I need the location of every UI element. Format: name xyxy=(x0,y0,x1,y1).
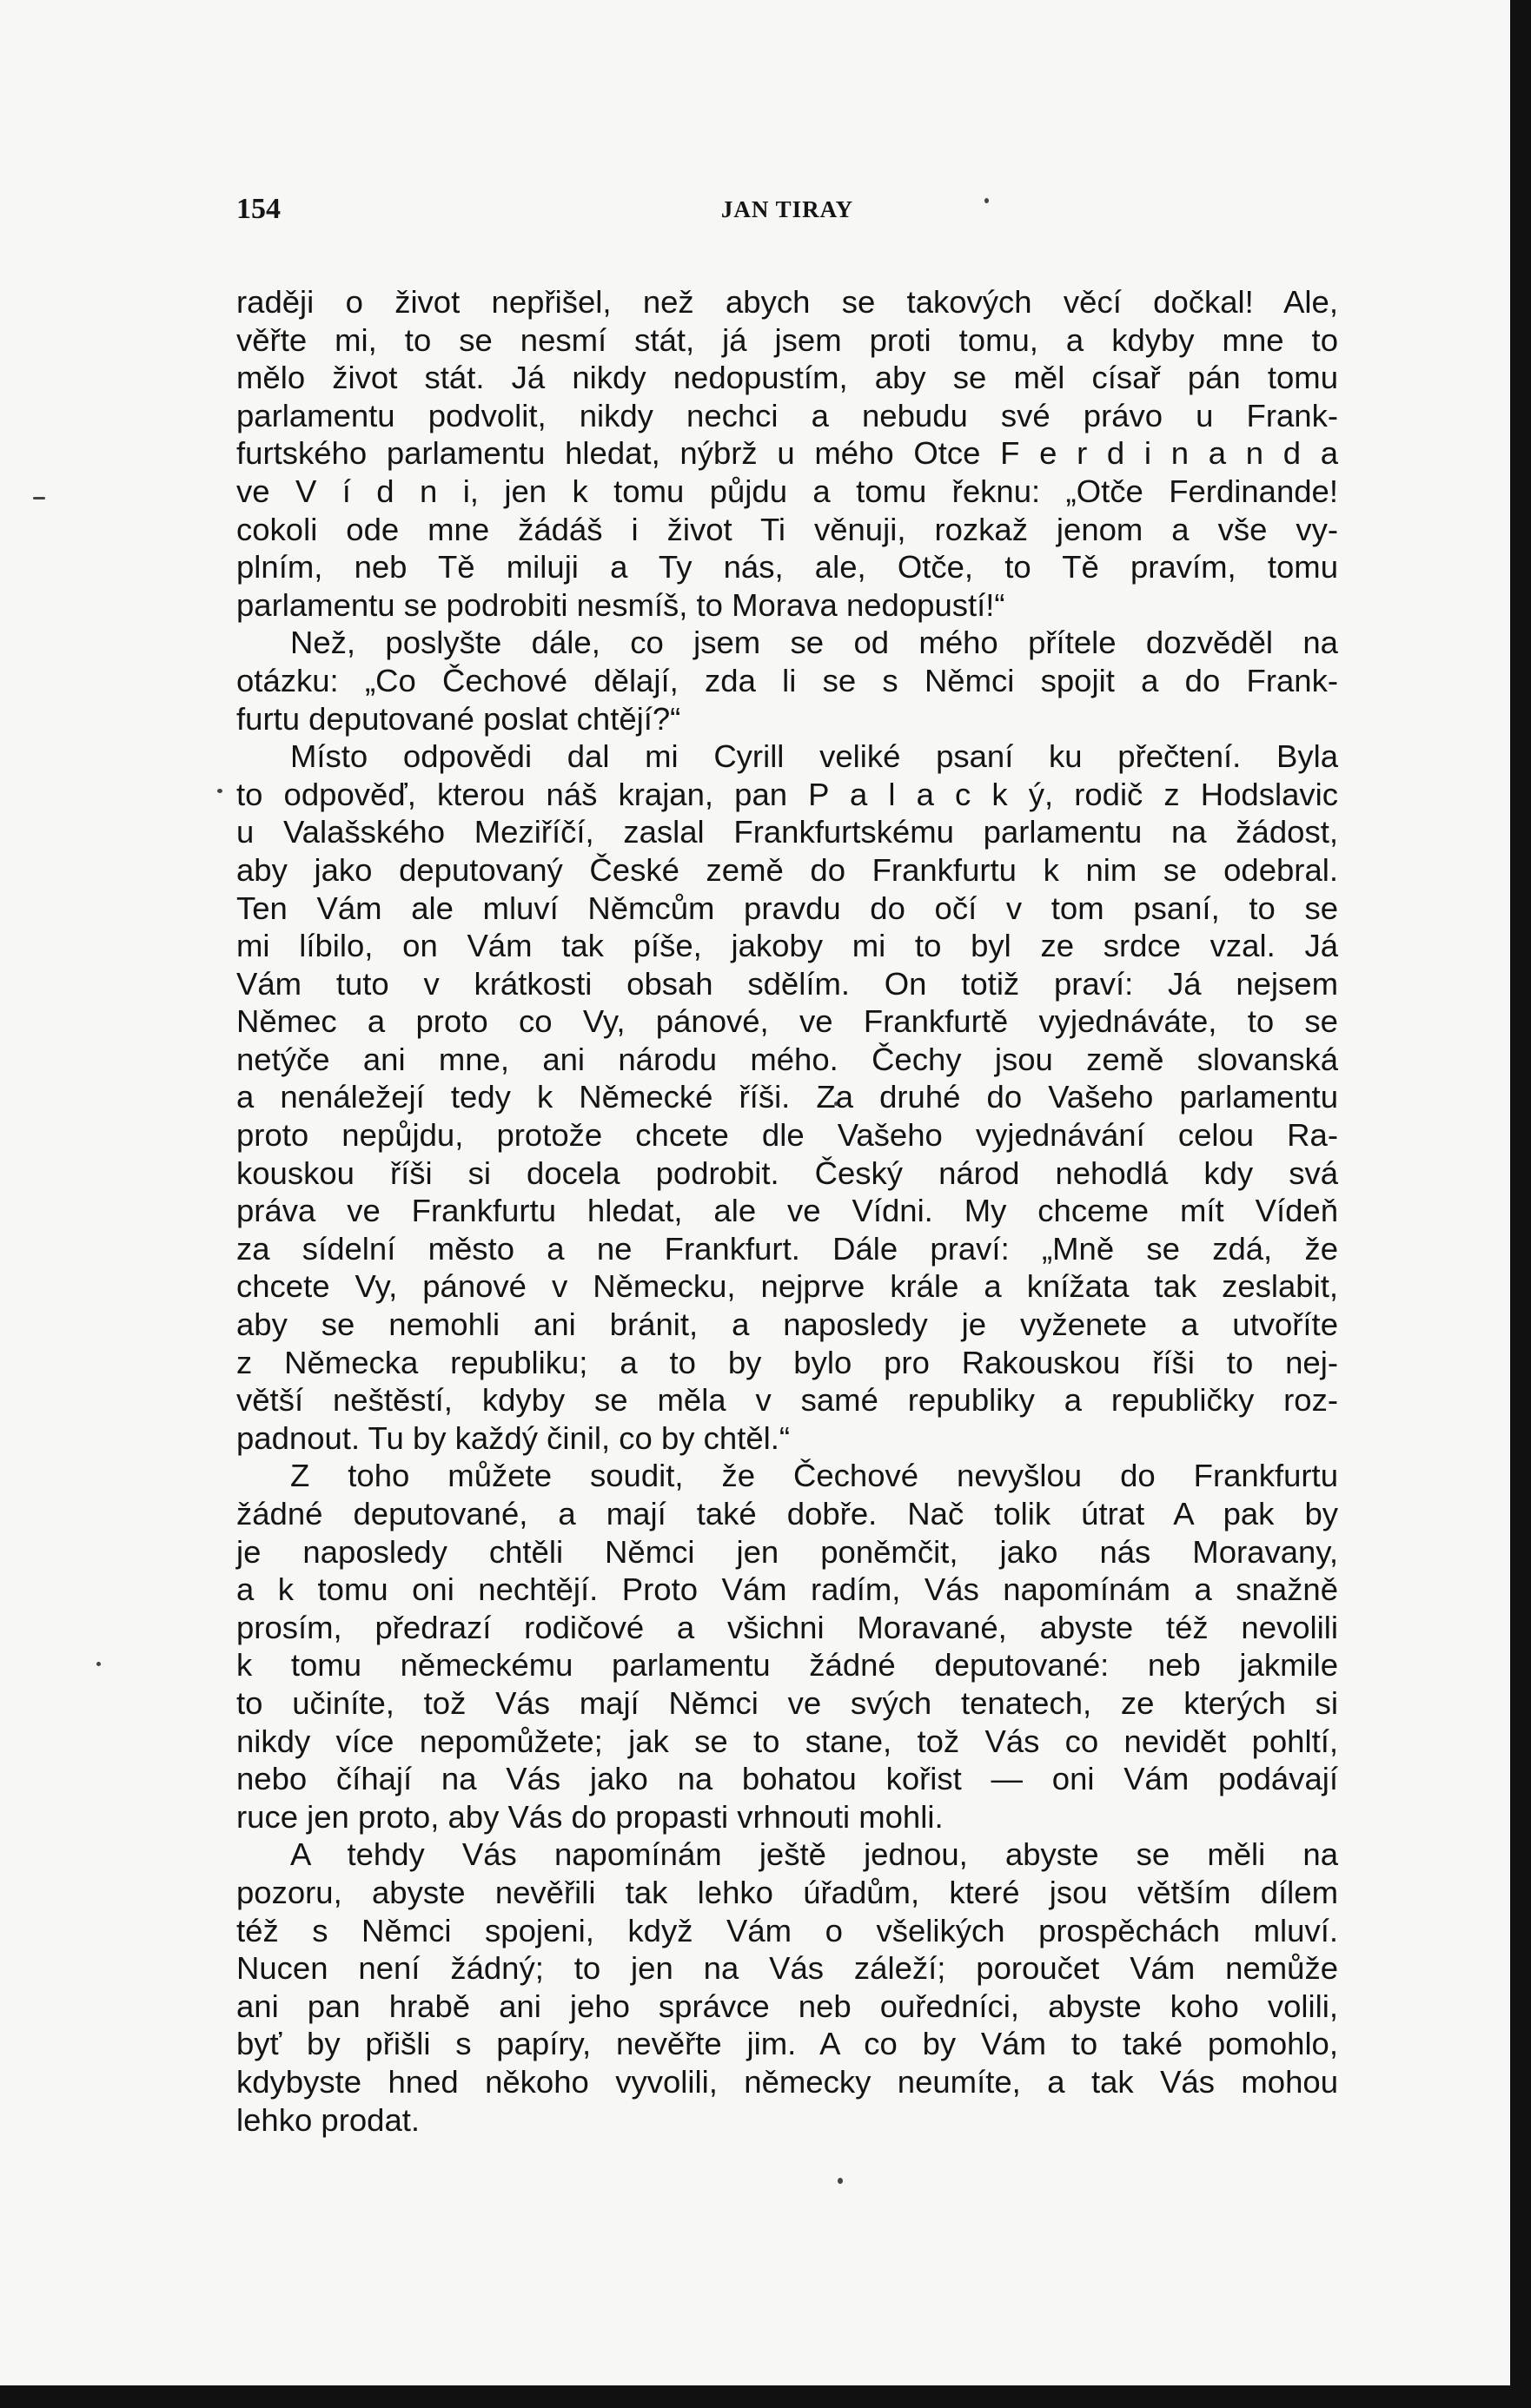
page-number: 154 xyxy=(236,193,281,225)
text-line: to učiníte, tož Vás mají Němci ve svých tenatech, ze kterých si xyxy=(236,1684,1338,1721)
text-line: otázku: „Co Čechové dělají, zda li se s Němci spojit a do Frank- xyxy=(236,662,1338,698)
text-line: furtu deputované poslat chtějí?“ xyxy=(236,700,681,737)
text-line: raději o život nepřišel, než abych se takových věcí dočkal! Ale, xyxy=(236,284,1338,320)
text-line: práva ve Frankfurtu hledat, ale ve Vídni. My chceme mít Vídeň xyxy=(236,1193,1338,1229)
text-line: a nenáležejí tedy k Německé říši. Za druhé do Vašeho parlamentu xyxy=(236,1079,1338,1115)
scan-border-right xyxy=(1510,0,1531,2408)
text-line: parlamentu podvolit, nikdy nechci a nebudu své právo u Frank- xyxy=(236,397,1338,433)
text-line: plním, neb Tě miluji a Ty nás, ale, Otče, to Tě pravím, tomu xyxy=(236,549,1338,585)
text-line: byť by přišli s papíry, nevěřte jim. A co by Vám to také pomohlo, xyxy=(236,2026,1338,2062)
text-line: Vám tuto v krátkosti obsah sdělím. On totiž praví: Já nejsem xyxy=(236,965,1338,1002)
text-line: Ten Vám ale mluví Němcům pravdu do očí v tom psaní, to se xyxy=(236,890,1338,926)
page-header xyxy=(236,193,1338,236)
text-line: Z toho můžete soudit, že Čechové nevyšlou do Frankfurtu xyxy=(290,1458,1338,1494)
scan-speck xyxy=(217,789,222,793)
text-line: kouskou říši si docela podrobit. Český národ nehodlá kdy svá xyxy=(236,1154,1338,1191)
scan-border-bottom xyxy=(0,2385,1531,2408)
scan-speck xyxy=(96,1662,101,1666)
text-line: kdybyste hned někoho vyvolili, německy neumíte, a tak Vás mohou xyxy=(236,2063,1338,2100)
text-line: parlamentu se podrobiti nesmíš, to Morava nedopustí!“ xyxy=(236,586,1005,623)
text-line: nikdy více nepomůžete; jak se to stane, tož Vás co nevidět pohltí, xyxy=(236,1723,1338,1759)
text-line: to odpověď, kterou náš krajan, pan P a l a c k ý, rodič z Hodslavic xyxy=(236,776,1338,812)
text-line: Němec a proto co Vy, pánové, ve Frankfurtě vyjednáváte, to se xyxy=(236,1003,1338,1040)
text-line: Než, poslyšte dále, co jsem se od mého přítele dozvěděl na xyxy=(290,625,1338,661)
text-line: cokoli ode mne žádáš i život Ti věnuji, rozkaž jenom a vše vy- xyxy=(236,511,1338,547)
text-line: prosím, předrazí rodičové a všichni Moravané, abyste též nevolili xyxy=(236,1609,1338,1645)
scan-speck xyxy=(33,497,45,499)
text-line: pozoru, abyste nevěřili tak lehko úřadům, které jsou větším dílem xyxy=(236,1874,1338,1910)
text-line: je naposledy chtěli Němci jen poněmčit, jako nás Moravany, xyxy=(236,1533,1338,1570)
text-line: furtského parlamentu hledat, nýbrž u mého Otce F e r d i n a n d a xyxy=(236,435,1338,472)
text-line: mělo život stát. Já nikdy nedopustím, aby se měl císař pán tomu xyxy=(236,360,1338,396)
text-line: ani pan hrabě ani jeho správce neb ouředníci, abyste koho volili, xyxy=(236,1988,1338,2024)
text-line: z Německa republiku; a to by bylo pro Rakouskou říši to nej- xyxy=(236,1344,1338,1380)
text-line: a k tomu oni nechtějí. Proto Vám radím, Vás napomínám a snažně xyxy=(236,1571,1338,1608)
body-text xyxy=(236,283,1338,2139)
text-line: padnout. Tu by každý činil, co by chtěl.“ xyxy=(236,1419,791,1456)
text-line: k tomu německému parlamentu žádné deputované: neb jakmile xyxy=(236,1647,1338,1684)
text-line: u Valašského Meziříčí, zaslal Frankfurtskému parlamentu na žádost, xyxy=(236,814,1338,850)
text-line: chcete Vy, pánové v Německu, nejprve krále a knížata tak zeslabit, xyxy=(236,1268,1338,1305)
text-line: Místo odpovědi dal mi Cyrill veliké psaní ku přečtení. Byla xyxy=(290,738,1338,775)
text-line: aby se nemohli ani bránit, a naposledy je vyženete a utvoříte xyxy=(236,1307,1338,1343)
text-line: ve V í d n i, jen k tomu půjdu a tomu řeknu: „Otče Ferdinande! xyxy=(236,473,1338,509)
text-line: netýče ani mne, ani národu mého. Čechy jsou země slovanská xyxy=(236,1041,1338,1077)
text-line: mi líbilo, on Vám tak píše, jakoby mi to byl ze srdce vzal. Já xyxy=(236,928,1338,964)
text-line: též s Němci spojeni, když Vám o všelikých prospěchách mluví. xyxy=(236,1912,1338,1948)
text-line: Nucen není žádný; to jen na Vás záleží; poroučet Vám nemůže xyxy=(236,1950,1338,1987)
text-line: větší neštěstí, kdyby se měla v samé republiky a republičky roz- xyxy=(236,1382,1338,1419)
text-line: aby jako deputovaný České země do Frankfurtu k nim se odebral. xyxy=(236,851,1338,888)
scan-speck xyxy=(838,2178,843,2184)
text-line: za sídelní město a ne Frankfurt. Dále praví: „Mně se zdá, že xyxy=(236,1230,1338,1267)
running-head: JAN TIRAY xyxy=(720,196,854,222)
text-line: ruce jen proto, aby Vás do propasti vrhnouti mohli. xyxy=(236,1798,944,1835)
text-line: žádné deputované, a mají také dobře. Nač tolik útrat A pak by xyxy=(236,1496,1338,1531)
text-line: A tehdy Vás napomínám ještě jednou, abyste se měli na xyxy=(290,1836,1338,1873)
text-line: proto nepůjdu, protože chcete dle Vašeho vyjednávání celou Ra- xyxy=(236,1117,1338,1154)
text-line: věřte mi, to se nesmí stát, já jsem proti tomu, a kdyby mne to xyxy=(236,321,1338,358)
text-line: nebo číhají na Vás jako na bohatou kořist — oni Vám podávají xyxy=(236,1761,1338,1797)
text-line: lehko prodat. xyxy=(236,2101,421,2138)
